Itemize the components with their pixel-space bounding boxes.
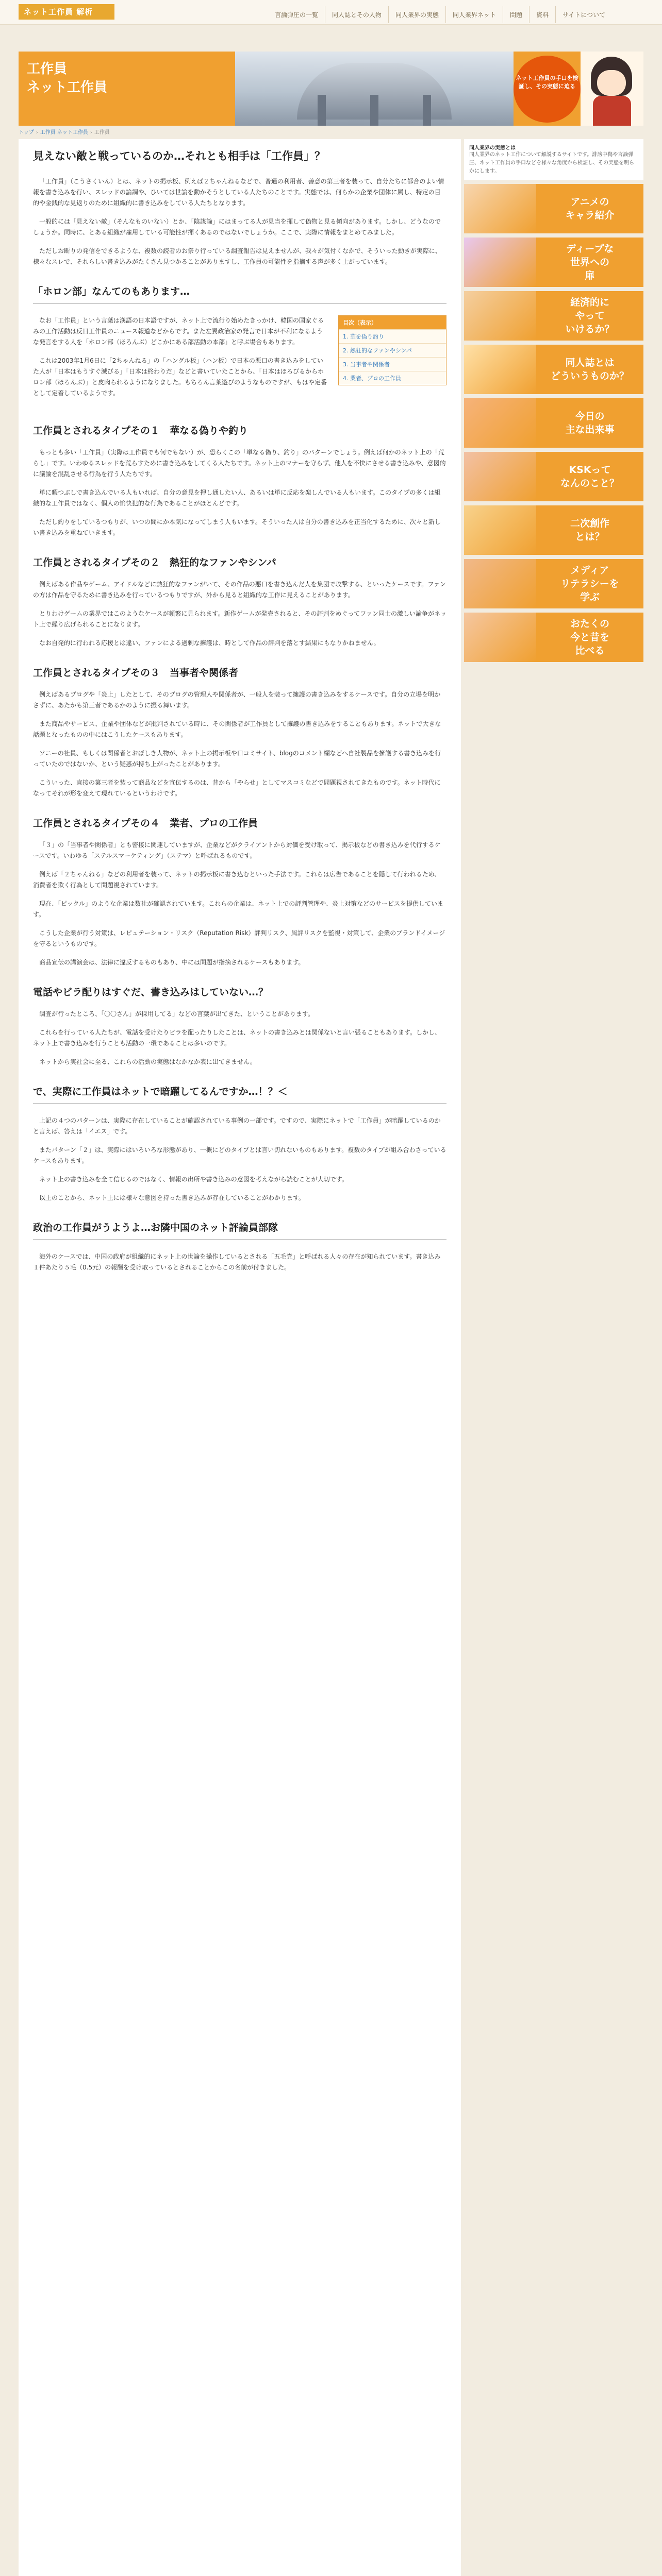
sidebar-banner-list: [464, 184, 643, 662]
sidebar-site-info: [464, 139, 643, 180]
sidebar-banner[interactable]: [464, 291, 643, 341]
sidebar-banner[interactable]: [464, 184, 643, 233]
sidebar-banner[interactable]: [464, 613, 643, 662]
character-face: [597, 70, 626, 96]
nav-item-3[interactable]: 同人業界の実態: [388, 6, 445, 23]
banner-character-illustration: [581, 52, 643, 126]
breadcrumb-category[interactable]: 工作員 ネット工作員: [40, 130, 88, 135]
building-leg: [370, 95, 378, 126]
banner-illustration: [464, 291, 536, 341]
banner-illustration: [464, 452, 536, 501]
intro-paragraph: 一般的には「見えない敵」（そんなものいない）とか、「陰謀論」にはまってる人が見当を揮して偽物と見る傾向があります。しかし、どうなのでしょうか。同時に、とある組織が雇用している可能性が揮くあるのではないでしょうか。ここで、実際に情報をまとめてみました。: [33, 218, 441, 236]
banner-label: メディア リテラシーを 学ぶ: [560, 565, 619, 603]
nav-item-7[interactable]: サイトについて: [555, 6, 612, 23]
breadcrumb-separator: ›: [36, 130, 38, 135]
type2-paragraph: なお自発的に行われる応援とは違い、ファンによる過剰な擁護は、時として作品の評判を落とす結果にもなりかねません。: [39, 639, 380, 647]
character-body: [593, 96, 631, 126]
banner-label: アニメの キャラ紹介: [565, 196, 615, 221]
lie-paragraph: 調査が行ったところ、「〇〇さん」が採用してる」などの言葉が出てきた、ということがあります。: [39, 1010, 315, 1018]
section-heading-lie: 電話やビラ配りはすぐだ、書き込みはしていない…？: [33, 987, 269, 998]
table-of-contents: [338, 315, 446, 385]
banner-label: 今日の 主な出来事: [565, 411, 615, 435]
intro-paragraph: ただしお断りの発信をできるような、複数の読者のお祭り行っている調査報告は見えませんが、我々が気付くなかで、そういった動きが実際に、様々なスレで、それらしい書き込みがたくさん見つかることがありますし、工作員の可能性を指摘する声が多く上がっています。: [33, 247, 441, 265]
banner-title-line2: ネット工作員: [27, 80, 108, 95]
type1-paragraph: もっとも多い「工作員」（実際は工作員でも何でもない）が、恐らくこの「単なる偽り、釣り」のパターンでしょう。例えば何かのネット上の「荒らし」です。いわゆるスレッドを荒らすために書き込みをしてくる人たちです。ネット上のマナーを守らず、他人を不快にさせる書き込みや、意図的に議論を混乱させる行為を行う人たちです。: [33, 449, 446, 478]
top-navigation-bar: [0, 0, 662, 25]
banner-illustration: [464, 184, 536, 233]
banner-label: KSKって なんのこと？: [560, 464, 619, 489]
type3-paragraph: 例えばあるブログや「炎上」したとして、そのブログの管理人や関係者が、一般人を装って擁護の書き込みをするケースです。自分の立場を明かさずに、あたかも第三者であるかのように振る舞います。: [33, 691, 441, 709]
section-heading-type3: 工作員とされるタイプその３ 当事者や関係者: [33, 667, 239, 679]
type3-paragraph: こういった、直接の第三者を装って商品などを宣伝するのは、昔から「やらせ」としてマスコミなどで問題視されてきたものです。ネット時代になってそれが形を変えて現れているというわけです。: [33, 779, 441, 797]
type3-paragraph: また商品やサービス、企業や団体などが批判されている時に、その関係者が工作員として擁護の書き込みをすることもあります。ネットで大きな話題となったものの中にはこうしたケースもあります。: [33, 720, 441, 738]
toc-list: [339, 329, 446, 385]
real-paragraph: 上記の４つのパターンは、実際に存在していることが確認されている事例の一部です。ですので、実際にネットで「工作員」が暗躍しているのかと言えば、答えは「イエス」です。: [33, 1117, 441, 1135]
nav-item-6[interactable]: 資料: [529, 6, 555, 23]
banner-label: 同人誌とは どういうものか？: [550, 357, 629, 382]
section-heading-type4: 工作員とされるタイプその４ 業者、プロの工作員: [33, 818, 258, 829]
banner-label: 経済的に やって いけるか？: [565, 297, 615, 335]
nav-item-4[interactable]: 同人業界ネット: [445, 6, 503, 23]
real-paragraph: またパターン「２」は、実際にはいろいろな形態があり、一概にどのタイプとは言い切れないものもあります。複数のタイプが組み合わさっているケースもあります。: [33, 1146, 446, 1164]
sidebar-info-title: 同人業界の実態とは: [469, 145, 516, 151]
breadcrumb-home[interactable]: トップ: [19, 130, 34, 135]
sidebar-banner[interactable]: [464, 452, 643, 501]
banner-label: ディープな 世界への 扉: [566, 243, 614, 281]
type4-paragraph: 現在、「ピックル」のような企業は数社が確認されています。これらの企業は、ネット上での評判管理や、炎上対策などのサービスを提供しています。: [33, 900, 443, 918]
breadcrumb-separator: ›: [90, 130, 92, 135]
toc-title: 目次（表示）: [339, 316, 446, 329]
toc-item[interactable]: 4. 業者、プロの工作員: [339, 371, 446, 385]
section-heading-real: で、実際に工作員はネットで暗躍してるんですか…！？＜: [33, 1081, 446, 1104]
page-title: 見えない敵と戦っているのか…それとも相手は「工作員」？: [33, 150, 325, 162]
section-heading-type1: 工作員とされるタイプその１ 華なる偽りや釣り: [33, 425, 249, 436]
sidebar-banner[interactable]: [464, 559, 643, 608]
banner-title: [27, 60, 107, 97]
sidebar-banner[interactable]: [464, 345, 643, 394]
breadcrumb-current: 工作員: [94, 130, 110, 135]
nav-item-1[interactable]: 言論弾圧の一覧: [275, 11, 319, 19]
banner-title-line1: 工作員: [27, 61, 68, 77]
type2-paragraph: 例えばある作品やゲーム、アイドルなどに熱狂的なファンがいて、その作品の悪口を書き込んだ人を集団で攻撃する、といったケースです。ファンの方は作品を守るために書き込みを行っているつもりですが、外から見ると組織的な工作に見えることがあります。: [33, 581, 446, 599]
toc-item[interactable]: 1. 華を偽り釣り: [339, 329, 446, 343]
type1-paragraph: ただし釣りをしているつもりが、いつの間にか本気になってしまう人もいます。そういった人は自分の書き込みを正当化するために、次々と新しい書き込みを重ねていきます。: [33, 518, 441, 536]
nav-item-2[interactable]: 同人誌とその人物: [325, 6, 388, 23]
politics-paragraph: 海外のケースでは、中国の政府が組織的にネット上の世論を操作しているとされる「五毛党」と呼ばれる人々の存在が知られています。書き込み１件あたり５毛（0.5元）の報酬を受け取っているとされることからこの名前が付きました。: [33, 1253, 441, 1271]
toc-item[interactable]: 3. 当事者や関係者: [339, 357, 446, 371]
horon-paragraph: なお「工作員」という言葉は漢語の日本語ですが、ネット上で流行り始めたきっかけ、韓国の国家ぐるみの工作活動は反日工作員のニュース報道などからです。また左翼政治家の発言で日本が不利になるような発言をする人を「ホロン部（ほろんぶ）どこかにある部活動の本部」と呼ぶ場合もあります。: [33, 317, 324, 346]
sidebar-banner[interactable]: [464, 505, 643, 555]
horon-paragraph: これは2003年1月6日に「2ちゃんねる」の「ハングル板」（ハン板）で日本の悪口の書き込みをしていた人が「日本はもうすぐ滅びる」「日本は終わりだ」などと書いていたことから、「日本はほろびるからホロン部（ほろんぶ）」と皮肉られるようになりました。もちろん言葉遊びのようなものですが、もはや定番として定着しているようです。: [33, 357, 327, 397]
building-leg: [318, 95, 326, 126]
banner-label: おたくの 今と昔を 比べる: [570, 618, 609, 656]
type1-paragraph: 単に暇つぶしで書き込んでいる人もいれば、自分の意見を押し通したい人、あるいは単に反応を楽しんでいる人もいます。このタイプの多くは組織的な工作員ではなく、個人の愉快犯的な行為であることがほとんどです。: [33, 489, 441, 507]
real-paragraph: ネット上の書き込みを全て信じるのではなく、情報の出所や書き込みの意図を考えながら読むことが大切です。: [39, 1176, 348, 1183]
nav-item-5[interactable]: 問題: [503, 6, 529, 23]
building-leg: [423, 95, 431, 126]
banner-circle-badge: ネット工作員の手口を検証し、その実態に迫る: [514, 56, 581, 123]
sidebar-banner[interactable]: [464, 398, 643, 448]
banner-label: 二次創作 とは？: [570, 518, 609, 543]
lie-paragraph: ネットから実社会に至る、これらの活動の実態はなかなか表に出てきません。: [39, 1058, 256, 1065]
banner-illustration: [464, 613, 536, 662]
horon-section: [33, 315, 446, 406]
toc-item[interactable]: 2. 熱狂的なファンやシンパ: [339, 343, 446, 357]
banner-illustration: [464, 238, 536, 287]
type2-paragraph: とりわけゲームの業界ではこのようなケースが頻繁に見られます。新作ゲームが発売されると、その評判をめぐってファン同士の激しい論争がネット上で繰り広げられることになります。: [33, 610, 446, 628]
right-sidebar: [464, 139, 643, 1066]
section-heading-politics: 政治の工作員がうようよ…お隣中国のネット評論員部隊: [33, 1217, 446, 1240]
global-nav: [268, 6, 612, 23]
header-banner: [19, 52, 643, 126]
type4-paragraph: 「３」の「当事者や関係者」とも密接に関連していますが、企業などがクライアントから対価を受け取って、掲示板などの書き込みを代行するケースです。いわゆる「ステルスマーケティング」（ステマ）と呼ばれるものです。: [33, 841, 441, 859]
banner-building-photo: [235, 52, 514, 126]
type4-paragraph: 商品宣伝の講演会は、法律に違反するものもあり、中には問題が指摘されるケースもあります。: [39, 959, 305, 966]
type3-paragraph: ソニーの社員、もしくは関係者とおぼしき人物が、ネット上の掲示板や口コミサイト、blogのコメント欄などへ自社製品を擁護する書き込みを行っていたのではないか、という疑惑が持ち上がったことがあります。: [33, 750, 441, 768]
type4-paragraph: こうした企業が行う対策は、レピュテーション・リスク（Reputation Risk）評判リスク、風評リスクを監視・対策して、企業のブランドイメージを守るというものです。: [33, 929, 445, 947]
banner-illustration: [464, 559, 536, 608]
banner-illustration: [464, 345, 536, 394]
section-heading-type2: 工作員とされるタイプその２ 熱狂的なファンやシンパ: [33, 557, 276, 568]
site-logo[interactable]: ネット工作員 解析: [19, 4, 114, 20]
banner-illustration: [464, 398, 536, 448]
type4-paragraph: 例えば「２ちゃんねる」などの利用者を装って、ネットの掲示板に書き込むといった手法です。これらは広告であることを隠して行われるため、消費者を欺く行為として問題視されています。: [33, 871, 441, 889]
breadcrumb: [19, 128, 110, 135]
sidebar-info-body: 同人業界のネット工作について解説するサイトです。誹謗中傷や言論弾圧、ネット工作員の手口などを様々な角度から検証し、その実態を明らかにします。: [469, 152, 634, 174]
banner-illustration: [464, 505, 536, 555]
real-paragraph: 以上のことから、ネット上には様々な意図を持った書き込みが存在していることがわかります。: [39, 1194, 305, 1201]
intro-paragraph: 「工作員」（こうさくいん）とは、ネットの掲示板、例えば２ちゃんねるなどで、普通の利用者、善意の第三者を装って、自分たちに都合のよい情報を書き込みを行い、スレッドの論調や、ひいては世論を動かそうとしている人たちのことです。実態では、何らかの企業や団体に属し、特定の目的や金銭的な見返りのために組織的に書き込みをしている人たちとなります。: [33, 178, 444, 207]
lie-paragraph: これらを行っている人たちが、電話を受けたりビラを配ったりしたことは、ネットの書き込みとは関係ないと言い張ることもあります。しかし、ネット上で書き込みを行うことも活動の一環であることは多いのです。: [33, 1029, 441, 1047]
sidebar-banner[interactable]: [464, 238, 643, 287]
section-heading-horon: 「ホロン部」なんてのもあります…: [33, 281, 446, 304]
main-article: [19, 139, 461, 2576]
